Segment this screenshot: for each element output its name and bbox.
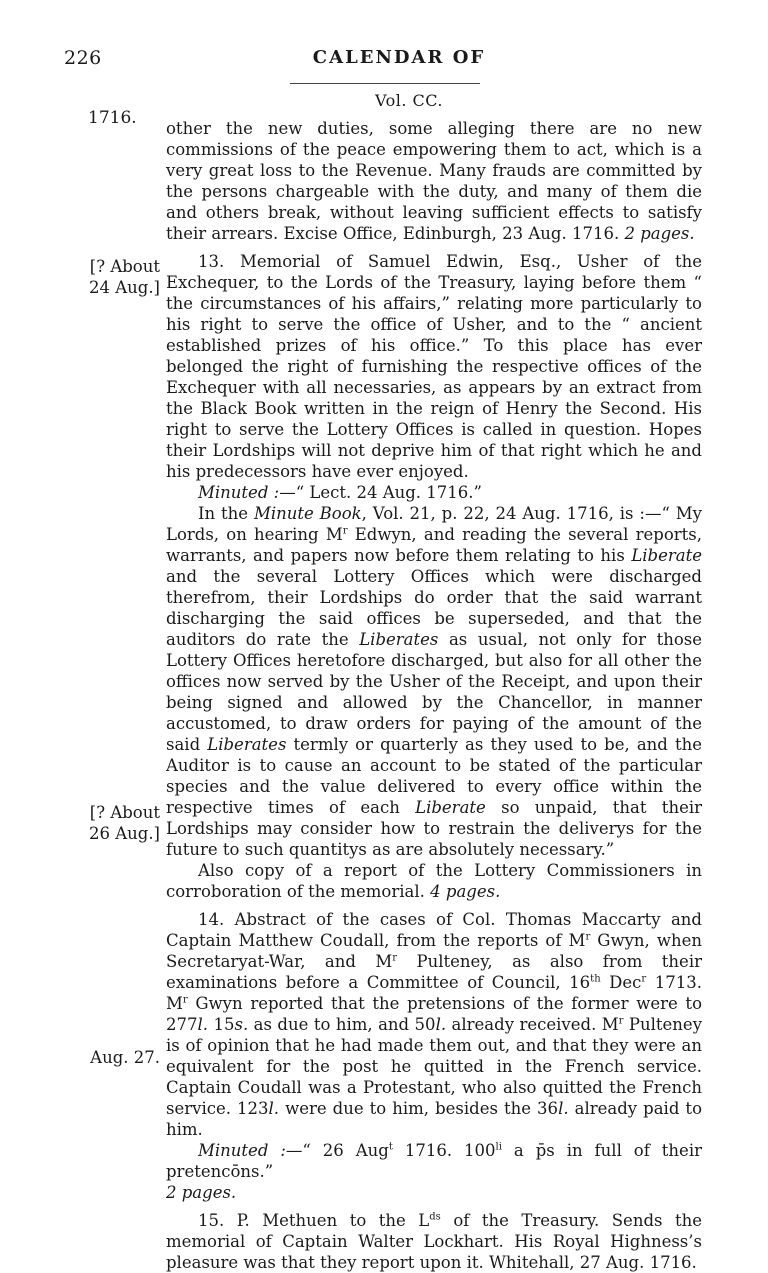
margin-year: 1716. (88, 108, 137, 128)
entry-13-also: Also copy of a report of the Lottery Commissioners in corroboration of the memorial. 4 pages. (166, 861, 702, 901)
margin-date-entry-13: [? About 24 Aug.] (88, 257, 160, 297)
entry-14-minuted: Minuted :—“ 26 Aug$^t$ 1716. $100^{li}$ a p̄s in full of their pretencōns.” (166, 1141, 702, 1181)
entry-13-minute-book: In the Minute Book, Vol. 21, p. 22, 24 Aug. 1716, is :—“ My Lords, on hearing $M^r$ Edwyn, and reading the several reports, warrants, and papers now before them relating to his Liberate and the several Lottery Offices which were discharged therefrom, their Lordships do order that the said warrant discharging the said offices be superseded, and that the auditors do rate the Liberates as usual, not only for those Lottery Offices heretofore discharged, but also for all other the offices now served by the Usher of the Receipt, and upon their being signed and allowed by the Chancellor, in manner accustomed, to draw orders for paying of the amount of the said Liberates termly or quarterly as they used to be, and the Auditor is to cause an account to be stated of the particular species and the value delivered to every office within the respective times of each Liberate so unpaid, that their Lordships may consider how to restrain the deliverys for the future to such quantitys as are absolutely necessary.” (166, 504, 702, 859)
entry-13: 13. Memorial of Samuel Edwin, Esq., Usher of the Exchequer, to the Lords of the Treasury, laying before them “ the circumstances of his affairs,” relating more particularly to his right to serve the office of Usher, and to the “ ancient established prizes of his office.” To this place has ever belonged the right of furnishing the respective offices of the Exchequer with all necessaries, as appears by an extract from the Black Book written in the reign of Henry the Second. His right to serve the Lottery Offices is called in question. Hopes their Lordships will not deprive him of that right which he and his predecessors have ever enjoyed. (166, 252, 702, 481)
page-number: 226 (64, 47, 102, 69)
entry-14-pages: 2 pages. (166, 1183, 237, 1202)
entry-13-minuted: Minuted :—“ Lect. 24 Aug. 1716.” (198, 483, 482, 502)
margin-date-entry-15: Aug. 27. (90, 1048, 160, 1067)
entry-15: 15. P. Methuen to the $L^{ds}$ of the Treasury. Sends the memorial of Captain Walter Lockhart. His Royal Highness’s pleasure was that they report upon it. Whitehall, 27 Aug. 1716. (166, 1211, 703, 1272)
margin-date-entry-14: [? About 26 Aug.] (88, 803, 160, 843)
entry-12-continuation: other the new duties, some alleging there are no new commissions of the peace empowering them to act, which is a very great loss to the Revenue. Many frauds are committed by the persons chargeable with the duty, and many of them die and others break, without leaving sufficient effects to satisfy their arrears. Excise Office, Edinburgh, 23 Aug. 1716. 2 pages. (166, 119, 702, 243)
body-text (166, 118, 702, 1273)
header-rule (290, 83, 480, 84)
volume-heading: Vol. CC. (375, 91, 444, 110)
running-title: CALENDAR OF (312, 47, 486, 68)
entry-14: 14. Abstract of the cases of Col. Thomas Maccarty and Captain Matthew Coudall, from the reports of $M^r$ Gwyn, when Secretaryat-War, and $M^r$ Pulteney, as also from their examinations before a Committee of Council, 16th Dec$^r$ 1713. $M^r$ Gwyn reported that the pretensions of the former were to 277l. 15s. as due to him, and 50l. already received. $M^r$ Pulteney is of opinion that he had made them out, and that they were an equivalent for the post he quitted in the French service. Captain Coudall was a Protestant, who also quitted the French service. 123l. were due to him, besides the 36l. already paid to him. (166, 910, 703, 1139)
